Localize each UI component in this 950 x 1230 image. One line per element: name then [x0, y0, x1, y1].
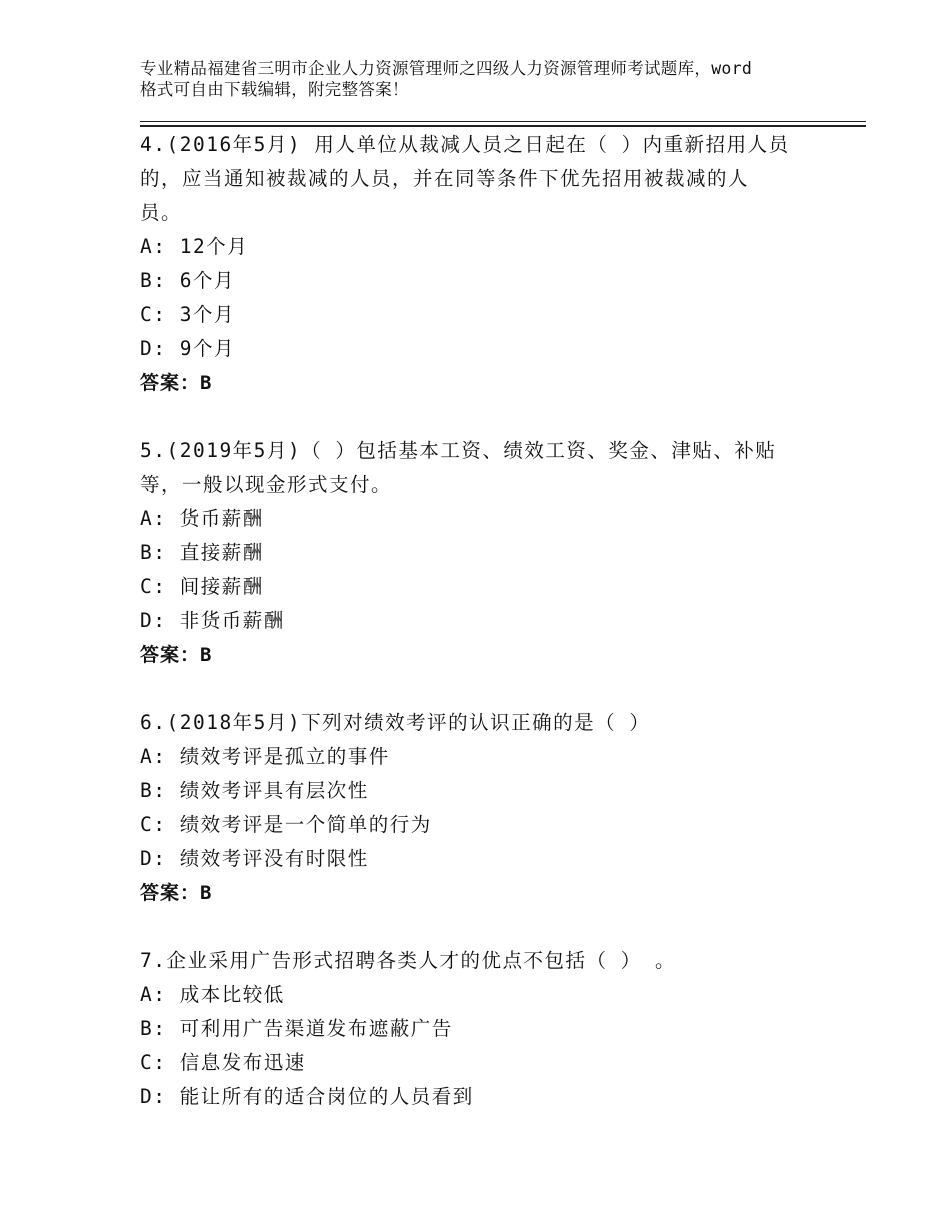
- option-d: D: 非货币薪酬: [140, 609, 285, 632]
- header-divider-thick: [140, 125, 866, 127]
- question-stem-line: 5.(2019年5月)（ ）包括基本工资、绩效工资、奖金、津贴、补贴: [140, 439, 777, 462]
- question-spacer: [140, 672, 840, 706]
- question-stem-line: 的，应当通知被裁减的人员，并在同等条件下优先招用被裁减的人: [140, 167, 750, 190]
- option-d: D: 9个月: [140, 337, 235, 360]
- option-a: A: 成本比较低: [140, 983, 285, 1006]
- question-5: [140, 434, 840, 672]
- option-c: C: 信息发布迅速: [140, 1051, 306, 1074]
- option-b: B: 绩效考评具有层次性: [140, 779, 369, 802]
- answer-line: 答案：B: [140, 372, 213, 394]
- question-spacer: [140, 910, 840, 944]
- question-list: [140, 128, 840, 1114]
- option-b: B: 可利用广告渠道发布遮蔽广告: [140, 1017, 453, 1040]
- option-c: C: 绩效考评是一个简单的行为: [140, 813, 432, 836]
- answer-line: 答案：B: [140, 882, 213, 904]
- option-c: C: 间接薪酬: [140, 575, 264, 598]
- question-stem-line: 6.(2018年5月)下列对绩效考评的认识正确的是（ ）: [140, 711, 651, 734]
- question-6: [140, 706, 840, 910]
- question-stem-line: 等，一般以现金形式支付。: [140, 473, 393, 496]
- question-stem-line: 4.(2016年5月) 用人单位从裁减人员之日起在（ ）内重新招用人员: [140, 133, 790, 156]
- header-line-1: 专业精品福建省三明市企业人力资源管理师之四级人力资源管理师考试题库，word: [140, 59, 753, 78]
- answer-line: 答案：B: [140, 644, 213, 666]
- document-header: [140, 58, 840, 100]
- option-c: C: 3个月: [140, 303, 235, 326]
- option-a: A: 12个月: [140, 235, 249, 258]
- header-line-2: 格式可自由下载编辑，附完整答案！: [140, 80, 409, 99]
- option-d: D: 绩效考评没有时限性: [140, 847, 369, 870]
- option-a: A: 货币薪酬: [140, 507, 264, 530]
- question-4: [140, 128, 840, 400]
- option-b: B: 6个月: [140, 269, 235, 292]
- option-d: D: 能让所有的适合岗位的人员看到: [140, 1085, 474, 1108]
- option-a: A: 绩效考评是孤立的事件: [140, 745, 390, 768]
- question-stem-line: 员。: [140, 201, 183, 224]
- header-divider-thin: [140, 121, 866, 122]
- option-b: B: 直接薪酬: [140, 541, 264, 564]
- question-stem-line: 7.企业采用广告形式招聘各类人才的优点不包括（ ） 。: [140, 949, 676, 972]
- question-7: [140, 944, 840, 1114]
- question-spacer: [140, 400, 840, 434]
